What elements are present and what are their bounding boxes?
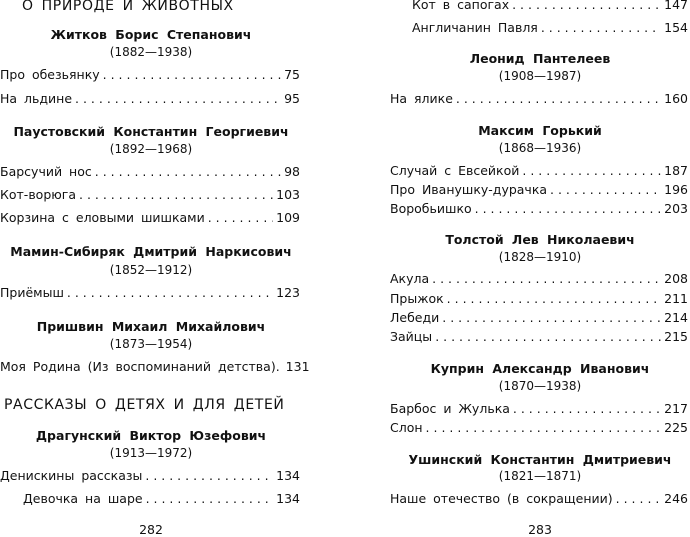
entry-title: Англичанин Павля [412,20,538,35]
author-name: Максим Горький [478,123,602,138]
entry-title: Наше отечество (в сокращении) [390,491,613,506]
entry-title: На ялике [390,91,453,106]
toc-entry[interactable] [0,210,300,226]
dot-leader [429,271,661,286]
author-name: Житков Борис Степанович [50,27,252,42]
author-name: Драгунский Виктор Юзефович [35,428,267,443]
toc-entry[interactable] [23,491,300,507]
entry-page: 196 [664,182,688,197]
toc-entry[interactable] [390,401,688,417]
dot-leader [439,310,661,325]
section-title: О ПРИРОДЕ И ЖИВОТНЫХ [22,0,234,14]
entry-page: 95 [284,91,300,106]
dot-leader [453,91,661,106]
author-years: (1868—1936) [498,141,582,155]
author-name: Ушинский Константин Дмитриевич [408,452,672,467]
toc-entry[interactable] [390,91,688,107]
toc-entry[interactable] [390,310,688,326]
entry-page: 214 [664,310,688,325]
entry-page: 246 [664,491,688,506]
dot-leader [472,201,662,216]
toc-entry[interactable] [412,20,688,36]
entry-title: Прыжок [390,291,444,306]
entry-page: 217 [664,401,688,416]
entry-title: Кот в сапогах [412,0,510,12]
toc-entry[interactable] [390,163,688,179]
entry-page: 75 [284,67,300,82]
entry-title: Про обезьянку [0,67,100,82]
entry-title: Моя Родина (Из воспоминаний детства). [0,359,280,374]
entry-title: Слон [390,420,423,435]
entry-title: Девочка на шаре [23,491,143,506]
author-years: (1821—1871) [498,469,582,483]
author-years: (1882—1938) [109,45,193,59]
entry-title: Барсучий нос [0,164,92,179]
toc-entry[interactable] [412,0,688,13]
entry-page: 147 [664,0,688,12]
entry-page: 134 [276,468,300,483]
dot-leader [519,163,661,178]
dot-leader [423,420,662,435]
entry-page: 160 [664,91,688,106]
entry-page: 131 [285,359,310,374]
author-name: Толстой Лев Николаевич [445,232,635,247]
entry-title: Денискины рассказы [0,468,143,483]
entry-page: 208 [664,271,688,286]
entry-title: Корзина с еловыми шишками [0,210,205,225]
dot-leader [510,401,661,416]
entry-page: 225 [664,420,688,435]
entry-title: Случай с Евсейкой [390,163,520,178]
entry-page: 215 [664,329,688,344]
entry-page: 154 [664,20,688,35]
left-page [0,0,310,537]
author-years: (1870—1938) [498,379,582,393]
dot-leader [100,67,281,82]
entry-title: Про Иванушку-дурачка [390,182,548,197]
entry-page: 187 [664,163,688,178]
author-name: Мамин-Сибиряк Дмитрий Наркисович [10,244,292,259]
author-years: (1873—1954) [109,337,193,351]
author-years: (1892—1968) [109,142,193,156]
entry-page: 109 [276,210,300,225]
entry-title: Лебеди [390,310,440,325]
dot-leader [143,491,274,506]
toc-entry[interactable] [390,329,688,345]
dot-leader [613,491,661,506]
toc-entry[interactable] [0,187,300,203]
entry-page: 211 [664,291,688,306]
toc-entry[interactable] [0,468,300,484]
author-years: (1913—1972) [109,446,193,460]
author-years: (1852—1912) [109,263,193,277]
author-years: (1828—1910) [498,250,582,264]
dot-leader [142,468,273,483]
entry-page: 203 [664,201,688,216]
entry-title: Барбос и Жулька [390,401,510,416]
section-title: РАССКАЗЫ О ДЕТЯХ И ДЛЯ ДЕТЕЙ [4,397,285,413]
author-name: Пришвин Михаил Михайлович [36,319,266,334]
entry-title: Воробьишко [390,201,472,216]
dot-leader [538,20,661,35]
page-number: 283 [528,522,552,537]
toc-entry[interactable] [390,491,688,507]
right-page [390,0,690,535]
toc-entry[interactable] [0,359,310,375]
dot-leader [92,164,281,179]
dot-leader [76,187,273,202]
dot-leader [547,182,661,197]
toc-entry[interactable] [390,420,688,436]
toc-entry[interactable] [0,91,300,107]
author-name: Леонид Пантелеев [469,51,611,66]
dot-leader [64,285,273,300]
toc-entry[interactable] [390,201,688,217]
entry-title: Зайцы [390,329,433,344]
author-years: (1908—1987) [498,69,582,83]
toc-entry[interactable] [390,182,688,198]
toc-entry[interactable] [0,67,300,83]
entry-page: 103 [276,187,300,202]
page-number: 282 [139,522,163,537]
entry-title: На льдине [0,91,73,106]
entry-title: Кот-ворюга [0,187,77,202]
dot-leader [205,210,273,225]
toc-entry[interactable] [0,285,300,301]
entry-title: Акула [390,271,430,286]
entry-page: 134 [276,491,300,506]
toc-entry[interactable] [390,291,688,307]
author-name: Куприн Александр Иванович [430,361,650,376]
dot-leader [509,0,661,12]
author-name: Паустовский Константин Георгиевич [13,124,289,139]
entry-title: Приёмыш [0,285,64,300]
toc-entry[interactable] [390,271,688,287]
dot-leader [444,291,661,306]
dot-leader [72,91,281,106]
toc-entry[interactable] [0,164,300,180]
dot-leader [432,329,661,344]
entry-page: 98 [284,164,300,179]
entry-page: 123 [276,285,300,300]
